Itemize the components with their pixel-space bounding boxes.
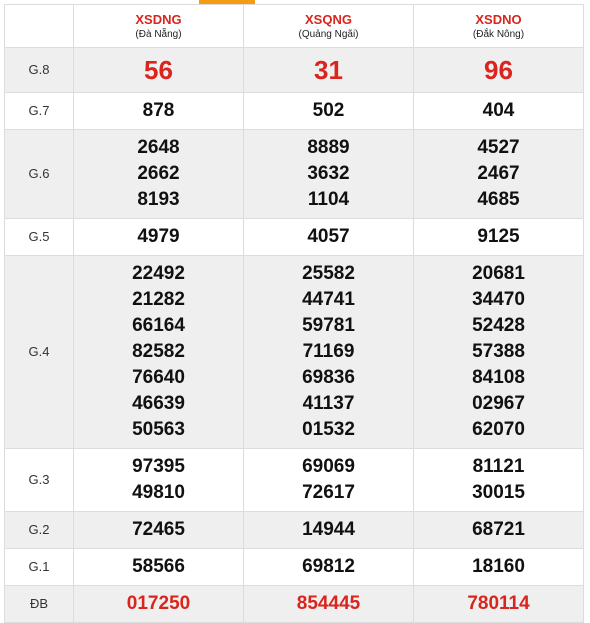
result-cell [74, 512, 244, 549]
result-cell [74, 586, 244, 623]
result-number: 4057 [307, 226, 350, 247]
result-number: 62070 [472, 419, 525, 440]
header-corner [5, 5, 74, 48]
result-number: 21282 [132, 289, 185, 310]
result-cell [414, 93, 584, 130]
result-number: 780114 [467, 593, 530, 614]
result-number: 25582 [302, 263, 355, 284]
result-cell [244, 219, 414, 256]
result-cell [414, 449, 584, 512]
prize-row [5, 93, 584, 130]
result-number: 66164 [132, 315, 185, 336]
prize-label: G.4 [28, 344, 50, 359]
result-number: 71169 [302, 341, 355, 362]
result-number: 9125 [477, 226, 520, 247]
result-cell [244, 256, 414, 449]
result-number: 4527 [477, 137, 520, 158]
result-number: 49810 [132, 482, 185, 503]
result-number: 14944 [302, 519, 355, 540]
result-number: 01532 [302, 419, 355, 440]
result-cell [414, 512, 584, 549]
result-cell [414, 130, 584, 219]
result-number: 2467 [477, 163, 520, 184]
prize-label: G.2 [28, 522, 50, 537]
result-number: 59781 [302, 315, 355, 336]
prize-label: G.8 [28, 62, 50, 77]
result-number: 502 [312, 100, 345, 121]
result-number: 69812 [302, 556, 355, 577]
prize-row [5, 256, 584, 449]
prize-row [5, 130, 584, 219]
province-header[interactable] [244, 5, 414, 48]
result-number: 878 [142, 100, 175, 121]
result-cell [74, 449, 244, 512]
result-number: 50563 [132, 419, 185, 440]
province-code-link[interactable]: XSDNG [135, 11, 182, 27]
prize-label-cell [5, 48, 74, 93]
result-number: 68721 [472, 519, 525, 540]
results-table [4, 4, 584, 623]
result-number: 30015 [472, 482, 525, 503]
result-number: 46639 [132, 393, 185, 414]
result-number: 31 [314, 55, 343, 85]
result-number: 81121 [472, 456, 525, 477]
result-number: 69836 [302, 367, 355, 388]
result-number: 4979 [137, 226, 180, 247]
result-number: 18160 [472, 556, 525, 577]
result-number: 02967 [472, 393, 525, 414]
result-number: 404 [482, 100, 515, 121]
province-name: (Đắk Nông) [472, 28, 525, 40]
result-cell [414, 48, 584, 93]
result-number: 20681 [472, 263, 525, 284]
result-number: 82582 [132, 341, 185, 362]
prize-label-cell [5, 549, 74, 586]
prize-label-cell [5, 219, 74, 256]
result-cell [414, 256, 584, 449]
result-cell [244, 512, 414, 549]
result-cell [414, 219, 584, 256]
result-cell [244, 449, 414, 512]
result-number: 4685 [477, 189, 520, 210]
province-code-link[interactable]: XSDNO [475, 11, 522, 27]
result-cell [244, 586, 414, 623]
result-cell [74, 219, 244, 256]
result-number: 2648 [137, 137, 180, 158]
province-code-link[interactable]: XSQNG [305, 11, 352, 27]
result-number: 854445 [296, 593, 361, 614]
result-number: 72617 [302, 482, 355, 503]
prize-label-cell [5, 449, 74, 512]
province-name: (Quảng Ngãi) [298, 28, 359, 40]
prize-row [5, 219, 584, 256]
result-number: 44741 [302, 289, 355, 310]
result-number: 97395 [132, 456, 185, 477]
result-number: 8889 [307, 137, 350, 158]
prize-label-cell [5, 93, 74, 130]
result-number: 56 [144, 55, 173, 85]
prize-row [5, 512, 584, 549]
result-cell [74, 256, 244, 449]
prize-label-cell [5, 586, 74, 623]
prize-row [5, 586, 584, 623]
result-cell [414, 549, 584, 586]
prize-label: G.3 [28, 472, 50, 487]
result-number: 96 [484, 55, 513, 85]
province-header[interactable] [414, 5, 584, 48]
result-cell [74, 549, 244, 586]
prize-row [5, 549, 584, 586]
result-cell [414, 586, 584, 623]
prize-label-cell [5, 512, 74, 549]
result-cell [74, 48, 244, 93]
result-number: 41137 [302, 393, 355, 414]
result-number: 8193 [137, 189, 180, 210]
result-cell [74, 130, 244, 219]
prize-label: G.5 [28, 229, 50, 244]
province-header-row [5, 5, 584, 48]
prize-label-cell [5, 130, 74, 219]
result-cell [244, 48, 414, 93]
result-number: 22492 [132, 263, 185, 284]
result-number: 017250 [126, 593, 191, 614]
prize-label: G.7 [28, 103, 50, 118]
prize-label: ĐB [29, 596, 49, 611]
result-number: 2662 [137, 163, 180, 184]
result-cell [244, 549, 414, 586]
result-number: 72465 [132, 519, 185, 540]
province-header[interactable] [74, 5, 244, 48]
result-number: 52428 [472, 315, 525, 336]
result-number: 1104 [307, 189, 350, 210]
prize-label: G.6 [28, 166, 50, 181]
result-number: 84108 [472, 367, 525, 388]
prize-label-cell [5, 256, 74, 449]
result-cell [74, 93, 244, 130]
result-cell [244, 130, 414, 219]
result-number: 3632 [307, 163, 350, 184]
prize-label: G.1 [28, 559, 50, 574]
result-number: 34470 [472, 289, 525, 310]
result-number: 57388 [472, 341, 525, 362]
result-number: 76640 [132, 367, 185, 388]
province-name: (Đà Nẵng) [135, 28, 182, 40]
result-number: 58566 [132, 556, 185, 577]
prize-row [5, 449, 584, 512]
prize-row [5, 48, 584, 93]
result-cell [244, 93, 414, 130]
result-number: 69069 [302, 456, 355, 477]
